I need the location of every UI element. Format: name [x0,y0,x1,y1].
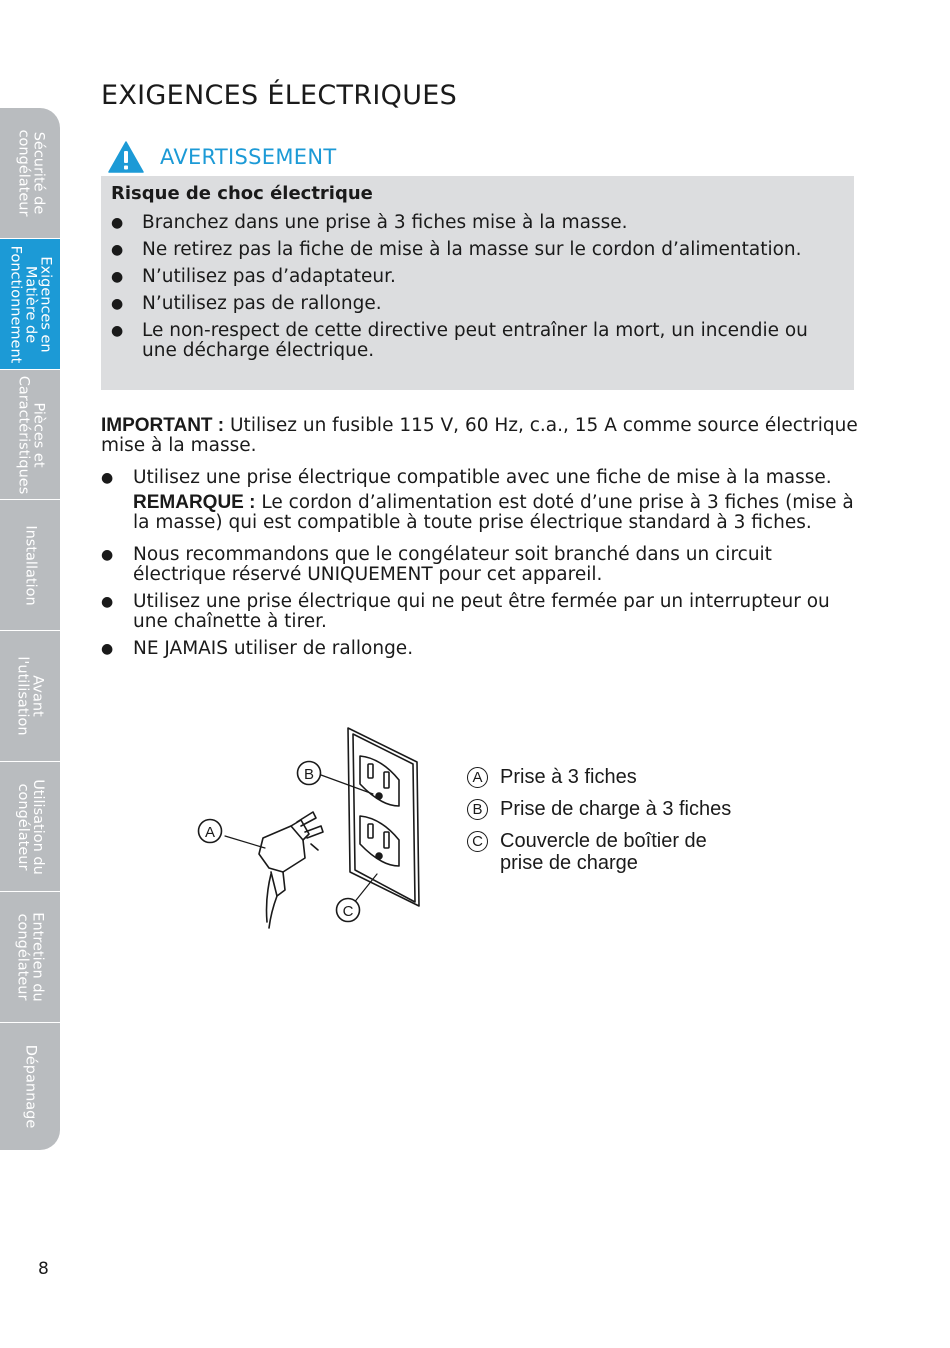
outlet-diagram [185,722,445,934]
side-tab-exigences[interactable]: Exigences en Matière de Fonctionnement [0,239,60,370]
page-title: EXIGENCES ÉLECTRIQUES [101,80,458,111]
diagram-legend [467,766,731,884]
legend-item [467,798,731,820]
note-item [101,493,861,533]
callout-a [199,820,222,843]
warning-item: ● N’utilisez pas d’adaptateur. [101,267,854,287]
warning-item: ● Branchez dans une prise à 3 fiches mise à la masse. [101,213,854,233]
side-tab-avant[interactable]: Avant l'utilisation [0,631,60,762]
side-tab-installation[interactable]: Installation [0,500,60,631]
list-item: ● Utilisez une prise électrique qui ne peut être fermée par un interrupteur ou une chaînette à tirer. [101,592,861,632]
warning-item: ● Le non-respect de cette directive peut entraîner la mort, un incendie ou une décharge électrique. [101,321,854,361]
side-tab-securite[interactable]: Sécurité de congélateur [0,108,60,239]
svg-text:B: B [303,766,315,783]
side-tab-utilisation[interactable]: Utilisation du congélateur [0,762,60,892]
warning-item: ● Ne retirez pas la fiche de mise à la masse sur le cordon d’alimentation. [101,240,854,260]
legend-item [467,766,731,788]
three-prong-plug [259,812,323,928]
side-tab-pieces[interactable]: Pièces et Caractéristiques [0,370,60,500]
legend-text: Couvercle de boîtier de prise de charge [500,830,707,874]
legend-letter: B [467,799,488,820]
legend-item [467,830,731,874]
warning-label: AVERTISSEMENT [160,145,337,169]
note-label: REMARQUE : [133,492,256,513]
outlet-cover-plate [348,728,419,906]
important-text: Utilisez un fusible 115 V, 60 Hz, c.a., 15 A comme source électrique mise à la masse. [101,415,858,456]
list-item: ● NE JAMAIS utiliser de rallonge. [101,639,861,659]
warning-header [108,140,337,174]
svg-text:A: A [204,824,216,841]
important-label: IMPORTANT : [101,415,225,436]
list-item: ● Utilisez une prise électrique compatible avec une fiche de mise à la masse. [101,468,861,488]
callout-c [337,899,360,922]
legend-letter: A [467,767,488,788]
note-text: Le cordon d’alimentation est doté d’une prise à 3 fiches (mise à la masse) qui est compatible à toute prise électrique standard à 3 fiches. [133,492,854,533]
warning-box [101,176,854,390]
legend-text: Prise à 3 fiches [500,766,637,788]
svg-text:C: C [342,903,354,920]
important-paragraph [101,416,861,456]
side-tab-depannage[interactable]: Dépannage [22,1044,39,1129]
list-item: ● Nous recommandons que le congélateur soit branché dans un circuit électrique réservé UNIQUEMENT pour cet appareil. [101,545,861,585]
legend-letter: C [467,831,488,852]
side-tab-entretien[interactable]: Entretien du congélateur [0,892,60,1023]
side-tabs [0,108,60,1150]
callout-b [298,762,321,785]
requirements-list [101,468,861,666]
legend-text: Prise de charge à 3 fiches [500,798,732,820]
warning-heading: Risque de choc électrique [111,183,373,204]
warning-list [101,213,854,368]
page-number: 8 [38,1259,49,1279]
warning-item: ● N’utilisez pas de rallonge. [101,294,854,314]
outlet-receptacle [360,756,399,866]
warning-triangle-icon [108,141,144,173]
